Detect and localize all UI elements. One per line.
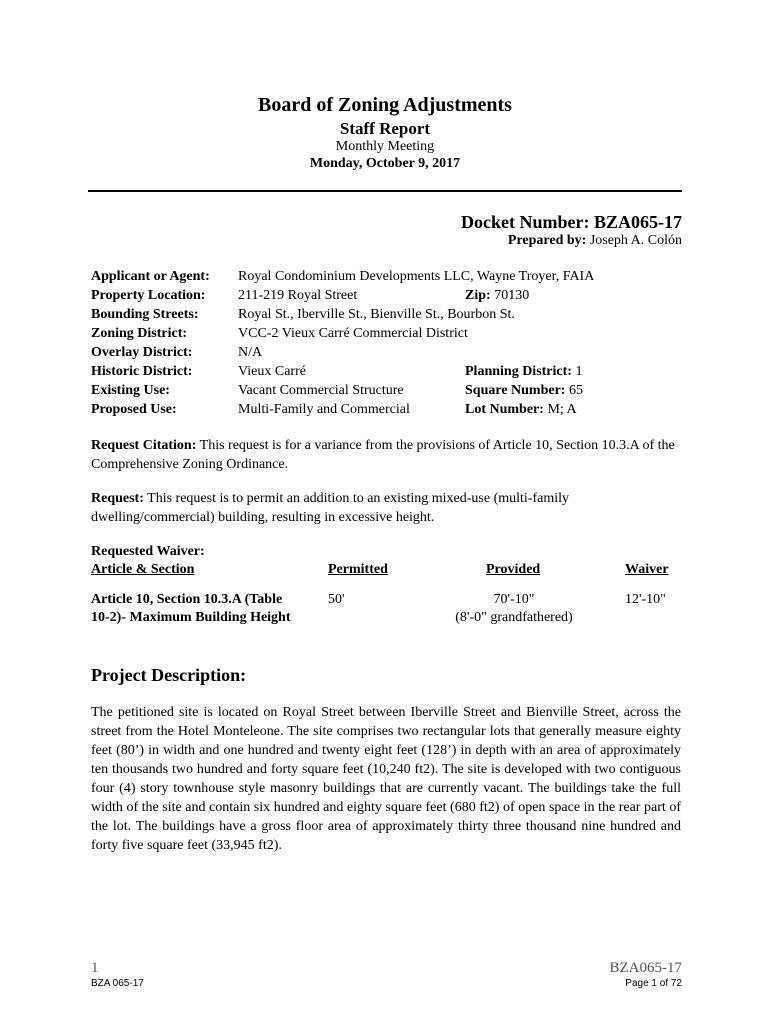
- info-value-existing-use: Vacant Commercial Structure: [238, 383, 404, 398]
- request: [91, 489, 681, 527]
- report-subtitle: Staff Report: [339, 119, 431, 138]
- col-header-article: Article & Section: [91, 562, 195, 577]
- request-citation: [91, 436, 681, 474]
- info-label-zoning: Zoning District:: [91, 326, 188, 341]
- prepared-by: [508, 233, 682, 249]
- square-number-value: 65: [565, 383, 583, 398]
- zip-label: Zip:: [465, 288, 491, 303]
- footer-small-docket: BZA 065-17: [91, 978, 144, 989]
- info-square-number: [465, 383, 583, 399]
- info-value-applicant: Royal Condominium Developments LLC, Wayne Troyer, FAIA: [238, 269, 595, 284]
- waiver-article-line1: Article 10, Section 10.3.A (Table: [91, 592, 283, 607]
- planning-district-value: 1: [571, 364, 583, 379]
- project-description-text: The petitioned site is located on Royal Street between Iberville Street and Bienville Street, across the street from the Hotel Monteleone. The site comprises two rectangular lots that generally measure eighty feet (80’) in width and one hundred and twenty eight feet (128’) in depth with an area of approximately ten thousands two hundred and forty square feet (10,240 ft2). The site is developed with two contiguous four (4) story townhouse style masonry buildings that are currently vacant. The buildings take the full width of the site and contain six hundred and eighty square feet (680 ft2) of open space in the rear part of the lot. The buildings have a gross floor area of approximately thirty three thousand nine hundred and forty five square feet (33,945 ft2).: [91, 705, 681, 853]
- lot-number-label: Lot Number:: [465, 402, 544, 417]
- zip-value: 70130: [490, 288, 530, 303]
- waiver-amount: 12'-10": [625, 592, 666, 607]
- info-label-existing-use: Existing Use:: [91, 383, 170, 398]
- waiver-provided-line1: 70'-10": [493, 592, 535, 607]
- request-citation-label: Request Citation:: [91, 438, 197, 453]
- lot-number-value: M; A: [543, 402, 577, 417]
- info-label-applicant: Applicant or Agent:: [91, 269, 210, 284]
- info-label-historic: Historic District:: [91, 364, 193, 379]
- footer-page-number: 1: [91, 960, 99, 976]
- info-lot-number: [465, 402, 577, 418]
- meeting-type: Monthly Meeting: [335, 139, 435, 154]
- planning-district-label: Planning District:: [465, 364, 572, 379]
- prepared-by-label: Prepared by:: [507, 233, 587, 248]
- info-value-historic: Vieux Carré: [238, 364, 306, 379]
- info-value-overlay: N/A: [238, 345, 263, 360]
- info-label-property: Property Location:: [91, 288, 206, 303]
- requested-waiver-heading: Requested Waiver:: [91, 544, 205, 559]
- waiver-permitted: 50': [328, 592, 345, 607]
- footer-docket-ref: BZA065-17: [609, 960, 682, 976]
- waiver-article-line2: 10-2)- Maximum Building Height: [91, 610, 291, 625]
- request-citation-text: This request is for a variance from the provisions of Article 10, Section 10.3.A of the Comprehensive Zoning Ordinance.: [91, 438, 675, 472]
- info-value-zoning: VCC-2 Vieux Carré Commercial District: [238, 326, 468, 341]
- info-value-property: 211-219 Royal Street: [238, 288, 358, 303]
- docket-number: Docket Number: BZA065-17: [461, 212, 682, 232]
- footer-page-count: Page 1 of 72: [625, 978, 682, 989]
- waiver-provided-line2: (8'-0" grandfathered): [455, 610, 573, 625]
- info-planning-district: [465, 364, 582, 380]
- info-label-proposed-use: Proposed Use:: [91, 402, 177, 417]
- info-label-overlay: Overlay District:: [91, 345, 193, 360]
- col-header-provided: Provided: [486, 562, 541, 577]
- prepared-by-name: Joseph A. Colón: [586, 233, 682, 248]
- square-number-label: Square Number:: [465, 383, 566, 398]
- info-value-proposed-use: Multi-Family and Commercial: [238, 402, 410, 417]
- meeting-date: Monday, October 9, 2017: [309, 156, 461, 171]
- request-label: Request:: [91, 491, 144, 506]
- col-header-permitted: Permitted: [328, 562, 388, 577]
- project-description-heading: Project Description:: [91, 665, 247, 685]
- col-header-waiver: Waiver: [625, 562, 669, 577]
- header-divider: [88, 190, 682, 192]
- info-zip: [465, 288, 529, 304]
- report-title: Board of Zoning Adjustments: [258, 94, 512, 116]
- request-text: This request is to permit an addition to an existing mixed-use (multi-family dwelling/commercial) building, resulting in excessive height.: [91, 491, 570, 525]
- info-value-bounding: Royal St., Iberville St., Bienville St., Bourbon St.: [238, 307, 515, 322]
- info-label-bounding: Bounding Streets:: [91, 307, 199, 322]
